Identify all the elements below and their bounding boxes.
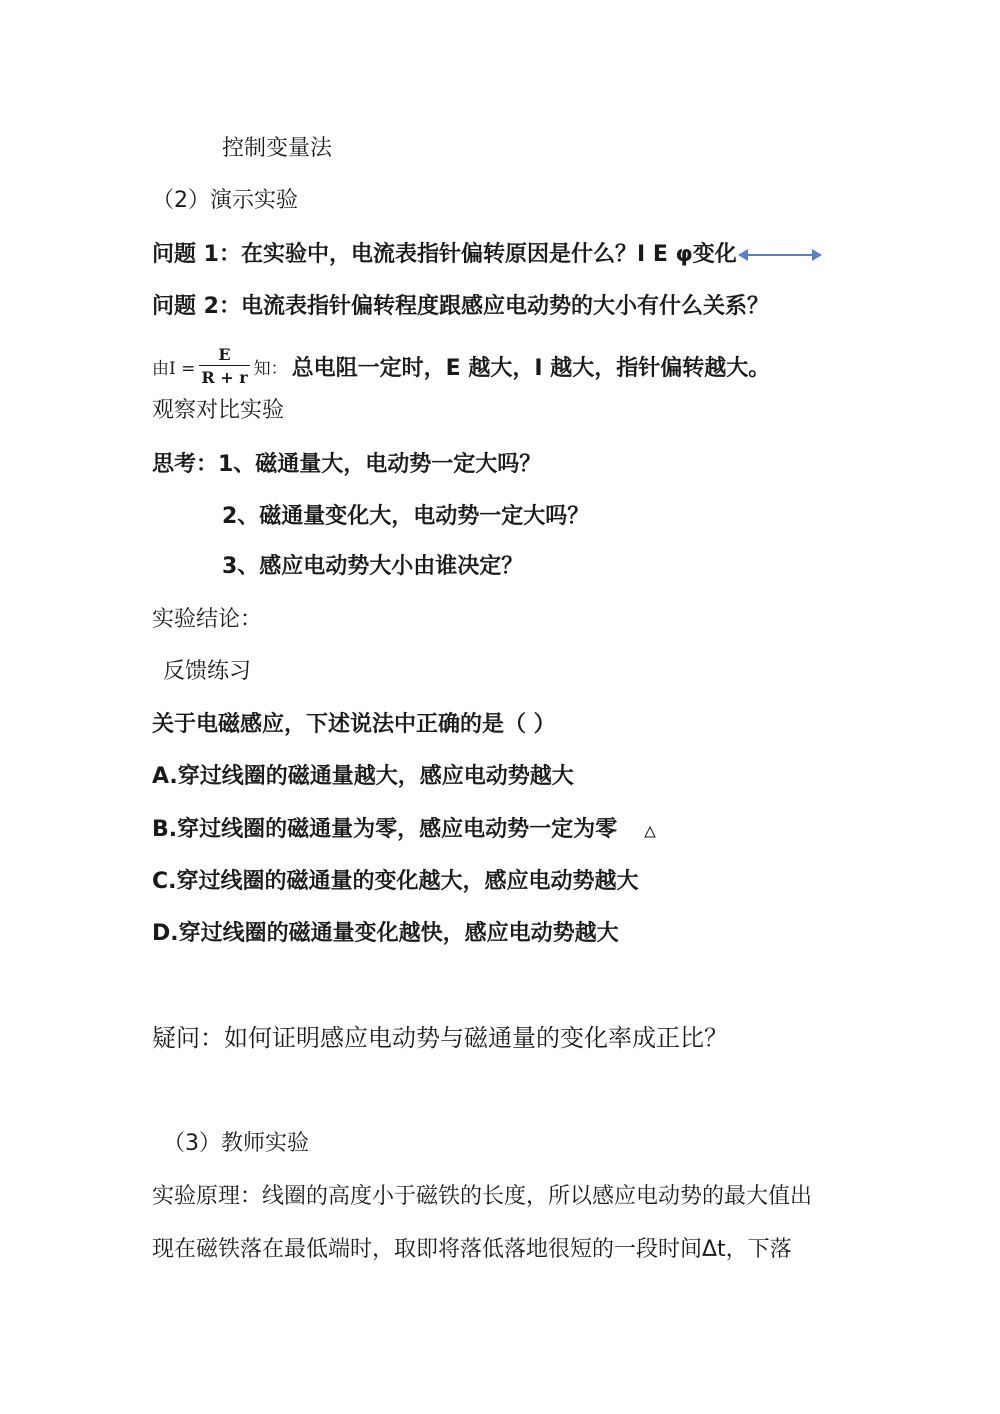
experiment-conclusion: 实验结论： [152,607,263,632]
feedback-heading: 反馈练习 [163,659,252,684]
option-a: A.穿过线圈的磁通量越大，感应电动势越大 [152,764,574,789]
principle-line-1: 实验原理：线圈的高度小于磁铁的长度，所以感应电动势的最大值出 [152,1184,813,1209]
formula-denominator: R + r [199,365,249,388]
formula-suffix: 知： [253,358,288,379]
triangle-icon [644,823,656,835]
exercise-question: 关于电磁感应，下述说法中正确的是（ ） [152,712,556,737]
question-1: 问题 1：在实验中，电流表指针偏转原因是什么？I E φ变化 [152,242,737,267]
question-2: 问题 2：电流表指针偏转程度跟感应电动势的大小有什么关系？ [152,294,769,319]
doubt-question: 疑问：如何证明感应电动势与磁通量的变化率成正比？ [152,1024,728,1052]
ohms-law-formula [152,340,770,392]
principle-line-2: 现在磁铁落在最低端时，取即将落低落地很短的一段时间Δt，下落 [152,1237,792,1262]
formula-explanation: 总电阻一定时，E 越大，I 越大，指针偏转越大。 [291,355,771,381]
think-item-3: 3、感应电动势大小由谁决定？ [222,554,524,579]
formula-numerator: E [218,344,231,364]
double-arrow-icon [738,244,822,266]
option-c: C.穿过线圈的磁通量的变化越大，感应电动势越大 [152,869,639,894]
observe-experiment: 观察对比实验 [152,398,285,423]
option-d: D.穿过线圈的磁通量变化越快，感应电动势越大 [152,921,619,946]
formula-fraction [199,345,249,388]
formula-prefix: 由I = [152,358,196,379]
heading-demo-experiment: （2）演示实验 [152,188,298,213]
option-b: B.穿过线圈的磁通量为零，感应电动势一定为零 [152,817,618,842]
think-item-2: 2、磁通量变化大，电动势一定大吗？ [222,504,590,529]
think-item-1: 思考：1、磁通量大，电动势一定大吗？ [152,452,542,477]
heading-control-variable: 控制变量法 [222,136,333,161]
heading-teacher-experiment: （3）教师实验 [163,1131,309,1156]
